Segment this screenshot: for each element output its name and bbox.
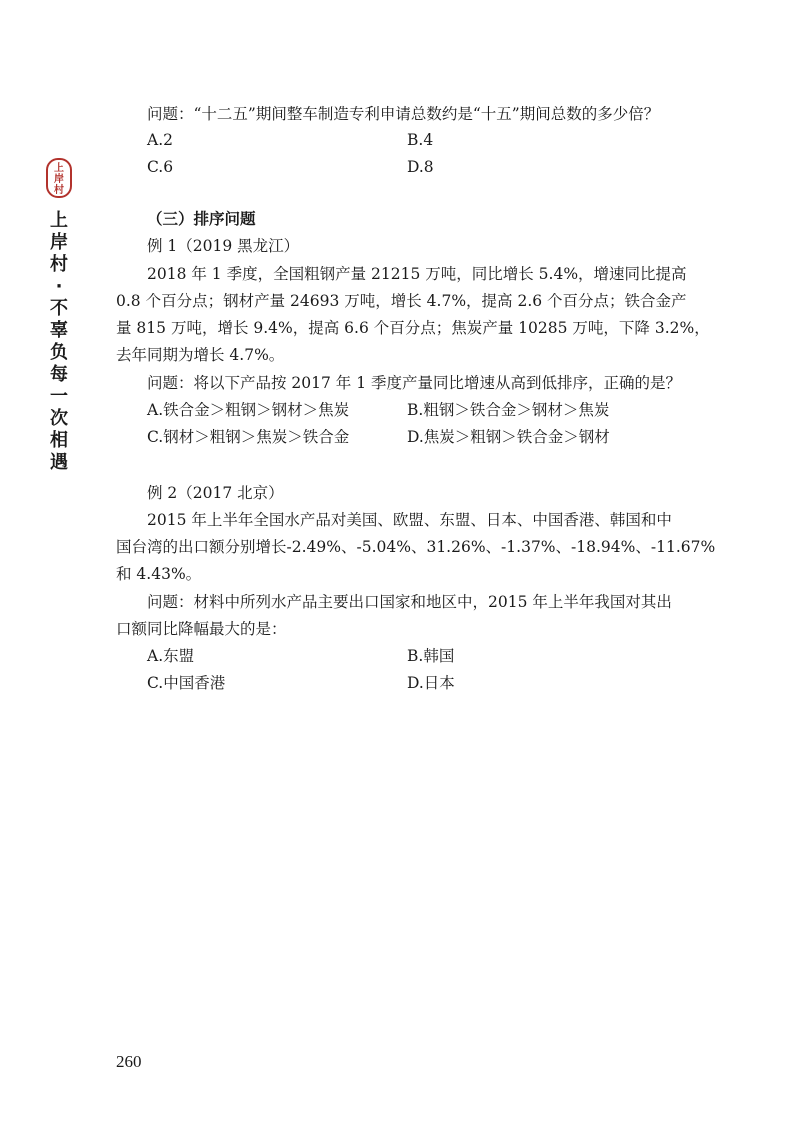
example2-option-d: D.日本	[407, 674, 455, 692]
example1-option-a: A.铁合金＞粗钢＞钢材＞焦炭	[147, 401, 350, 419]
example2-para-line-1: 2015 年上半年全国水产品对美国、欧盟、东盟、日本、中国香港、韩国和中	[147, 511, 672, 529]
example1-para-line-4: 去年同期为增长 4.7%。	[116, 346, 285, 364]
example1-para-line-2: 0.8 个百分点；钢材产量 24693 万吨，增长 4.7%，提高 2.6 个百分点；铁合金产	[116, 292, 687, 310]
example1-para-line-3: 量 815 万吨，增长 9.4%，提高 6.6 个百分点；焦炭产量 10285 万吨，下降 3.2%，	[116, 319, 710, 337]
section-title: （三）排序问题	[147, 210, 256, 228]
example1-option-c: C.钢材＞粗钢＞焦炭＞铁合金	[147, 428, 350, 446]
example2-option-a: A.东盟	[147, 647, 195, 665]
seal-char-middle: 岸	[54, 174, 64, 185]
example2-option-b: B.韩国	[407, 647, 455, 665]
example2-question-line-1: 问题：材料中所列水产品主要出口国家和地区中，2015 年上半年我国对其出	[147, 593, 672, 611]
example1-option-b: B.粗钢＞铁合金＞钢材＞焦炭	[407, 401, 610, 419]
brand-slogan: 上岸村·不辜负每一次相遇	[50, 210, 68, 473]
prev-option-d: D.8	[407, 158, 434, 176]
brand-seal	[46, 158, 72, 198]
seal-char-bottom: 村	[54, 185, 64, 196]
example1-label: 例 1（2019 黑龙江）	[147, 237, 300, 255]
prev-option-c: C.6	[147, 158, 174, 176]
example2-para-line-3: 和 4.43%。	[116, 565, 202, 583]
prev-question: 问题：“十二五”期间整车制造专利申请总数约是“十五”期间总数的多少倍？	[147, 105, 660, 123]
page-number: 260	[116, 1052, 142, 1071]
example2-label: 例 2（2017 北京）	[147, 484, 284, 502]
example2-option-c: C.中国香港	[147, 674, 226, 692]
example1-option-d: D.焦炭＞粗钢＞铁合金＞钢材	[407, 428, 610, 446]
prev-option-b: B.4	[407, 131, 434, 149]
example1-para-line-1: 2018 年 1 季度，全国粗钢产量 21215 万吨，同比增长 5.4%，增速同比提高	[147, 265, 687, 283]
prev-option-a: A.2	[147, 131, 173, 149]
example1-question: 问题：将以下产品按 2017 年 1 季度产量同比增速从高到低排序，正确的是？	[147, 374, 682, 392]
seal-char-top: 上	[54, 163, 64, 174]
example2-para-line-2: 国台湾的出口额分别增长-2.49%、-5.04%、31.26%、-1.37%、-18.94%、-11.67%	[116, 538, 716, 556]
example2-question-line-2: 口额同比降幅最大的是：	[116, 620, 287, 638]
